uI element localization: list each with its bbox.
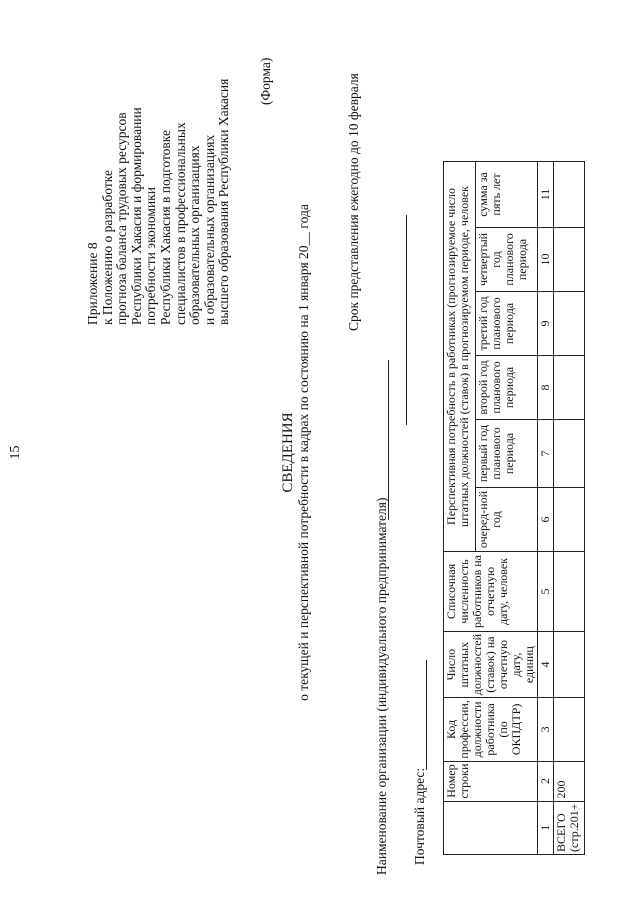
appendix-line: образовательных организациях	[187, 145, 203, 325]
header-current-year: очеред-ной год	[476, 487, 538, 551]
org-name-fill-line-2	[406, 215, 407, 425]
column-number: 4	[538, 631, 554, 697]
column-number: 10	[538, 227, 554, 291]
form-table	[443, 161, 585, 855]
document-title: СВЕДЕНИЯ	[280, 412, 296, 493]
page-number: 15	[8, 445, 23, 460]
appendix-line: потребности экономики	[143, 187, 159, 325]
document-subtitle: о текущей и перспективной потребности в кадрах по состоянию на 1 января 20__ года	[296, 204, 311, 701]
appendix-line: Республики Хакасия и формировании	[128, 107, 144, 325]
column-number: 1	[538, 801, 554, 854]
total-row-label: ВСЕГО (стр.201+	[554, 801, 585, 854]
org-name-fill-line	[388, 360, 389, 520]
header-row-number: Номер строки	[444, 761, 538, 801]
column-number: 3	[538, 698, 554, 761]
table-cell	[554, 487, 585, 551]
appendix-line: Республики Хакасия в подготовке	[157, 129, 173, 325]
column-number: 11	[538, 161, 554, 227]
column-number: 5	[538, 551, 554, 631]
column-number: 2	[538, 761, 554, 801]
postal-address-fill-line	[426, 660, 427, 770]
column-number: 7	[538, 419, 554, 487]
header-sum-five-years: сумма за пять лет	[476, 161, 538, 227]
header-staff-positions: Число штатных должностей (ставок) на отчетную дату, единиц	[444, 631, 538, 697]
header-plan-year-3: третий год планового периода	[476, 291, 538, 355]
header-headcount: Списочная численность работников на отчетную дату, человек	[444, 551, 538, 631]
postal-address-label: Почтовый адрес:	[412, 767, 427, 865]
appendix-line: к Положению о разработке	[99, 170, 115, 325]
appendix-line: специалистов в профессиональных	[172, 122, 188, 325]
header-plan-year-2: второй год планового периода	[476, 355, 538, 419]
table-cell	[554, 355, 585, 419]
table-cell	[554, 419, 585, 487]
appendix-line: высшего образования Республики Хакасия	[216, 78, 232, 325]
table-cell	[554, 551, 585, 631]
table-cell	[554, 698, 585, 761]
appendix-line: Приложение 8	[85, 242, 100, 325]
header-profession-code: Код профессии, должности работника (по ОКПДТР)	[444, 698, 538, 761]
appendix-line: и образовательных организациях	[201, 134, 217, 325]
table-cell	[554, 291, 585, 355]
header-plan-year-1: первый год планового периода	[476, 419, 538, 487]
column-number: 8	[538, 355, 554, 419]
appendix-line: прогноза баланса трудовых ресурсов	[114, 112, 130, 325]
org-name-label: Наименование организации (индивидуального предпринимателя)	[374, 497, 389, 875]
appendix-block	[86, 79, 232, 325]
header-empty-cell	[444, 801, 538, 854]
table-cell	[554, 631, 585, 697]
column-number: 6	[538, 487, 554, 551]
form-label: (Форма)	[258, 57, 273, 105]
table-cell	[554, 227, 585, 291]
table-cell	[554, 161, 585, 227]
deadline-text: Срок представления ежегодно до 10 февраля	[346, 73, 361, 331]
header-perspective-group: Перспективная потребность в работниках (прогнозируемое число штатных должностей (ставок) в прогнозируемом периоде, человек	[444, 161, 476, 551]
header-plan-year-4: четвертый год планового периода	[476, 227, 538, 291]
column-number: 9	[538, 291, 554, 355]
total-row-number: 200	[554, 761, 585, 801]
